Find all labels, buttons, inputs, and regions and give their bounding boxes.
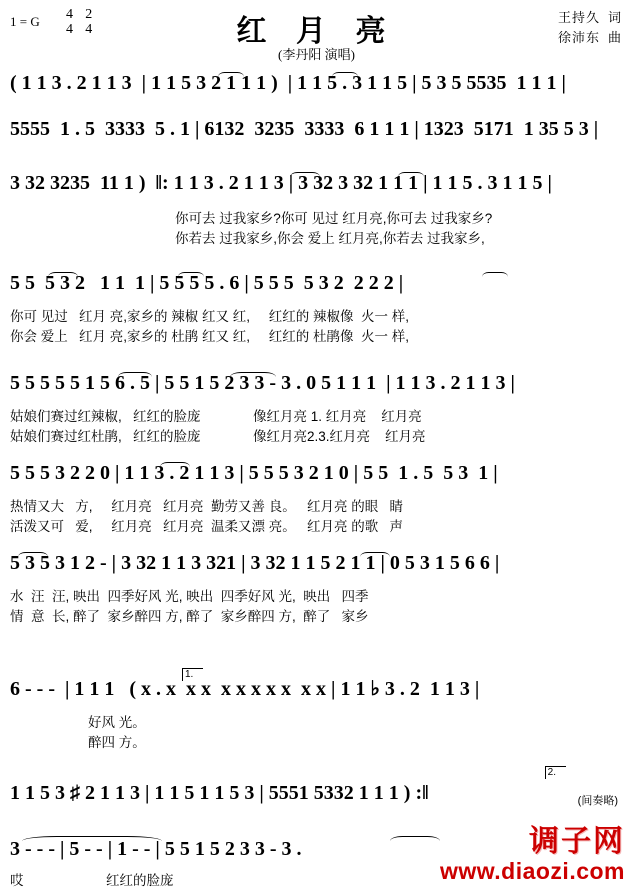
stave-5: [10, 372, 624, 448]
lyric-line-6-verse2: 活泼又可 爱, 红月亮 红月亮 温柔又漂 亮。 红月亮 的歌 声: [10, 519, 404, 535]
watermark-url: www.diaozi.com: [439, 858, 625, 884]
lyric-line-8-verse1: 好风 光。: [88, 715, 146, 730]
notation-line-10: 3 - - - | 5 - - | 1 - - | 5 5 1 5 2 3 3 - 3 .: [10, 838, 302, 860]
notation-line-7: 5 3 5 3 1 2 - | 3 32 1 1 3 321 | 3 32 1 1 5 2 1 1 | 0 5 3 1 5 6 6 |: [10, 552, 500, 574]
second-ending-label: 2.: [545, 766, 566, 779]
meter-numerator-1: 4: [66, 7, 73, 22]
lyric-line-3-verse1: 你可去 过我家乡?你可 见过 红月亮,你可去 过我家乡?: [175, 211, 493, 226]
lyric-line-7-verse1: 水 汪 汪, 映出 四季好风 光, 映出 四季好风 光, 映出 四季: [10, 589, 369, 604]
notation-line-8: 6 - - - | 1 1 1 ( x . x x x x x x x x x x | 1 1 ♭ 3 . 2 1 1 3 |: [10, 678, 480, 700]
stave-6: [10, 462, 624, 538]
notation-line-3: 3 32 3235 11 1 ) ‖: 1 1 3 . 2 1 1 3 | 3 32 3 32 1 1 1 | 1 1 5 . 3 1 1 5 |: [10, 172, 552, 194]
meter-denominator-2: 4: [85, 21, 93, 37]
watermark-site-name: 调子网: [529, 825, 625, 858]
credit-lyricist: [558, 8, 621, 28]
composer-name: 徐沛东: [557, 30, 600, 46]
lyricist-name: 王持久: [557, 10, 600, 25]
notation-line-1: ( 1 1 3 . 2 1 1 3 | 1 1 5 3 2 1 1 1 ) | 1 1 5 . 3 1 1 5 | 5 3 5 5535 1 1 1 |: [10, 72, 566, 94]
stave-8: [10, 660, 624, 754]
stave-1: [10, 72, 624, 95]
composer-role: 曲: [607, 30, 621, 46]
key-signature: 1 = G: [10, 14, 40, 29]
meter-denominator-1: 4: [66, 21, 73, 37]
stave-3: [10, 172, 624, 250]
first-ending-label: 1.: [182, 668, 203, 681]
lyric-line-5-verse2: 姑娘们赛过红杜鹃, 红红的脸庞 像红月亮2.3.红月亮 红月亮: [10, 429, 426, 445]
meter-numerator-2: 2: [85, 7, 93, 22]
notation-line-5: 5 5 5 5 5 1 5 6 . 5 | 5 5 1 5 2 3 3 - 3 . 0 5 1 1 1 | 1 1 3 . 2 1 1 3 |: [10, 372, 515, 394]
stave-2: [10, 118, 624, 141]
notation-line-4: 5 5 5 3 2 1 1 1 | 5 5 5 5 . 6 | 5 5 5 5 3 2 2 2 2 |: [10, 272, 404, 294]
lyric-line-7-verse2: 情 意 长, 醉了 家乡醉四 方, 醉了 家乡醉四 方, 醉了 家乡: [10, 609, 369, 625]
performer-subtitle: (李丹阳 演唱): [278, 47, 355, 62]
lyric-line-5-verse1: 姑娘们赛过红辣椒, 红红的脸庞 像红月亮 1. 红月亮 红月亮: [10, 409, 422, 424]
page-title: 红 月 亮: [236, 15, 397, 48]
watermark-logo: [440, 816, 625, 885]
lyric-line-10-verse1: 哎 红红的脸庞: [10, 873, 174, 888]
interlude-note: (间奏略): [577, 795, 618, 807]
notation-line-9: 1 1 5 3 ♯ 2 1 1 3 | 1 1 5 1 1 5 3 | 5551 5332 1 1 1 ) :‖: [10, 782, 429, 804]
notation-line-6: 5 5 5 3 2 2 0 | 1 1 3 . 2 1 1 3 | 5 5 5 3 2 1 0 | 5 5 1 . 5 5 3 1 |: [10, 462, 498, 484]
lyric-line-4-verse2: 你会 爱上 红月 亮,家乡的 杜鹃 红又 红, 红红的 杜鹃像 火一 样,: [10, 329, 410, 345]
credit-composer: [558, 28, 621, 48]
notation-line-2: 5555 1 . 5 3333 5 . 1 | 6132 3235 3333 6 1 1 1 | 1323 5171 1 35 5 3 |: [10, 118, 599, 140]
lyric-line-4-verse1: 你可 见过 红月 亮,家乡的 辣椒 红又 红, 红红的 辣椒像 火一 样,: [10, 309, 410, 324]
lyric-line-3-verse2: 你若去 过我家乡,你会 爱上 红月亮,你若去 过我家乡,: [175, 231, 485, 247]
stave-9: [10, 768, 624, 805]
lyricist-role: 词: [607, 10, 621, 25]
lyric-line-6-verse1: 热情又大 方, 红月亮 红月亮 勤劳又善 良。 红月亮 的眼 睛: [10, 499, 404, 514]
lyric-line-8-verse2: 醉四 方。: [88, 735, 146, 751]
credits: [558, 8, 621, 48]
stave-4: [10, 272, 624, 348]
stave-7: [10, 552, 624, 628]
